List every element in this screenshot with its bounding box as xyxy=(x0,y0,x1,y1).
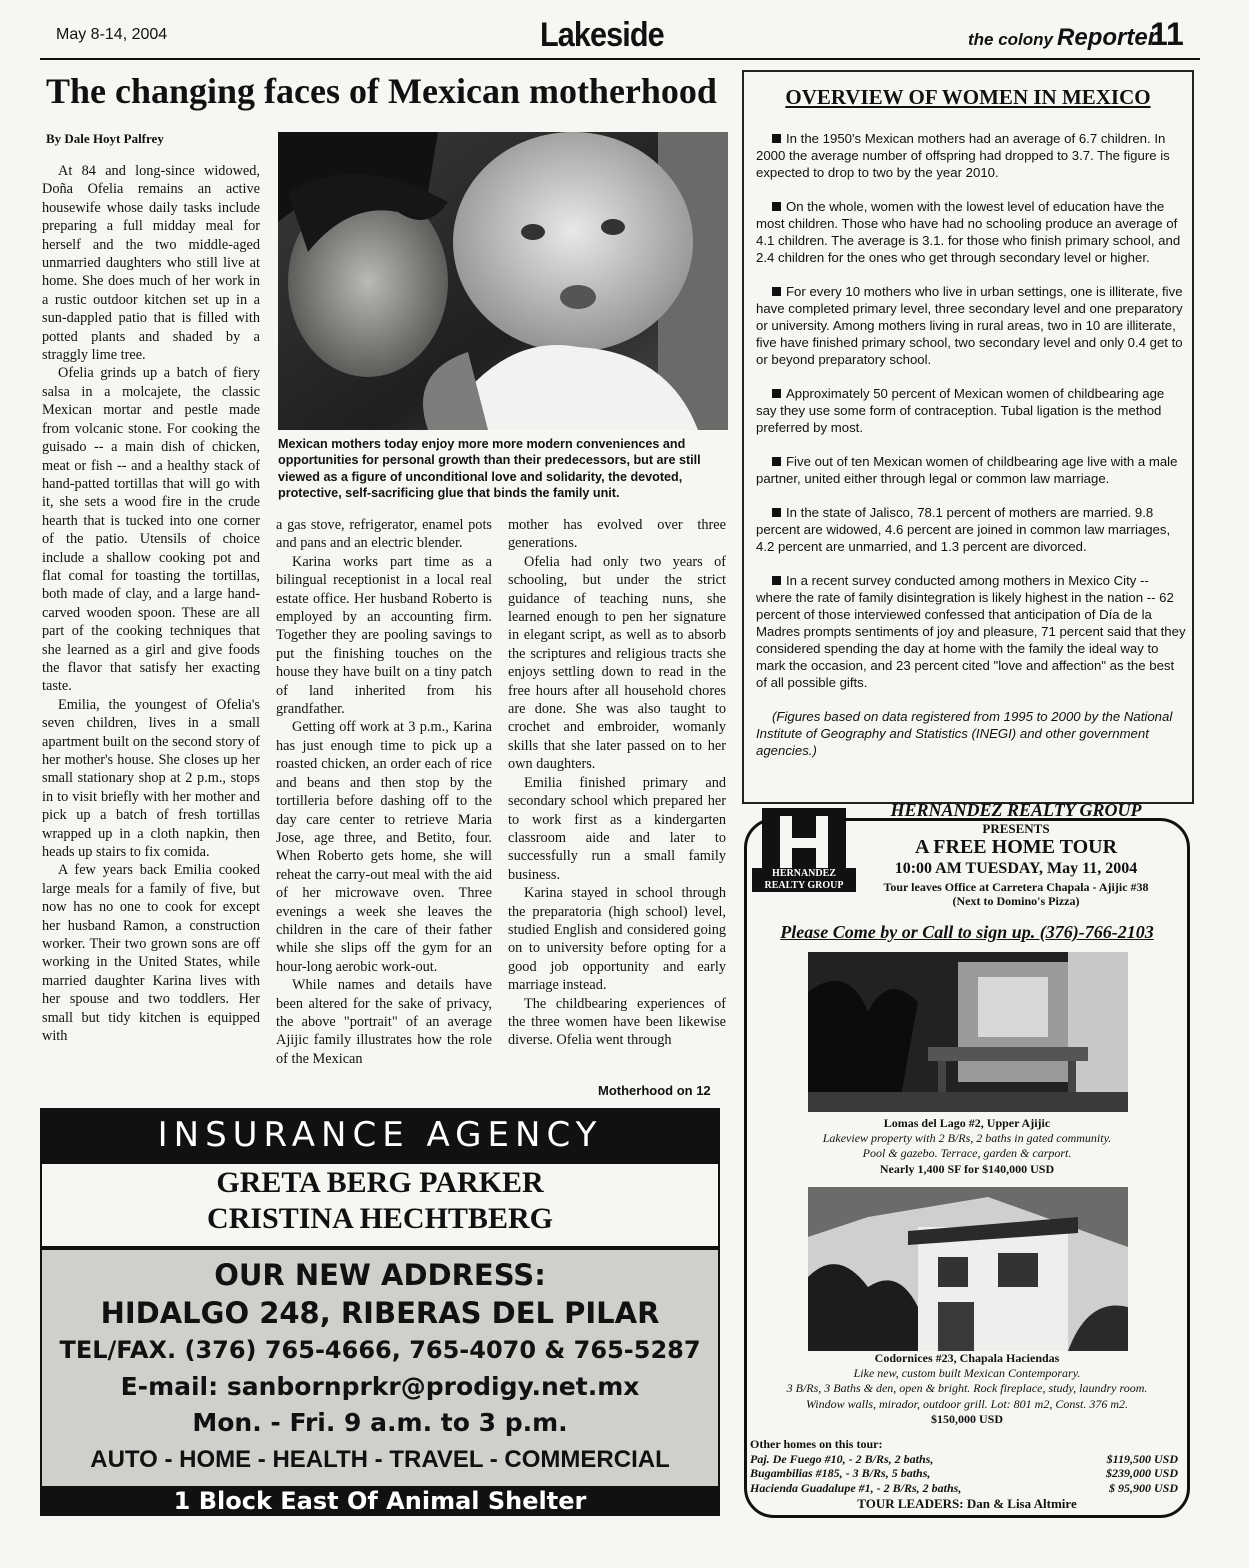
photo-caption: Mexican mothers today enjoy more more modern conveniences and opportunities for personal growth than their predecessors, but are still viewed as a figure of unconditional love and solidarity, the devoted, protective, self-sacrificing glue that binds the family unit. xyxy=(278,437,701,501)
insurance-location: 1 Block East Of Animal Shelter xyxy=(40,1486,720,1516)
article-headline: The changing faces of Mexican motherhood xyxy=(46,71,717,111)
realty-location-note: (Next to Domino's Pizza) xyxy=(952,894,1080,908)
listing-2-name: Codornices #23, Chapala Haciendas xyxy=(874,1351,1060,1365)
listing-2-desc: 3 B/Rs, 3 Baths & den, open & bright. Rock fireplace, study, laundry room. xyxy=(786,1381,1148,1396)
listing-2-desc: Like new, custom built Mexican Contemporary. xyxy=(853,1366,1081,1381)
paragraph: a gas stove, refrigerator, enamel pots and pans and an electric blender. xyxy=(276,517,492,552)
realty-company: HERNANDEZ REALTY GROUP xyxy=(890,800,1142,820)
agent-name: CRISTINA HECHTBERG xyxy=(207,1202,553,1235)
paragraph: At 84 and long-since widowed, Doña Ofelia remains an active housewife whose daily tasks include preparing a full midday meal for herself and the two middle-aged unmarried daughters who still live at home. She does much of her work in a rustic outdoor kitchen set up in a sun-dappled patio that is filled with potted plants and shaded by a straggly lime tree. xyxy=(42,163,260,364)
article-column-2 xyxy=(276,516,492,1102)
paragraph: Ofelia had only two years of schooling, but under the strict guidance of teaching nuns, she learned enough to pen her signature in elegant script, as well as to absorb the scriptures and religious tracts she enjoys settling down to read in the free hours after all household chores are done. She was also taught to crochet and embroider, womanly skills that she later passed on to her own daughters. xyxy=(508,553,726,773)
other-homes-table xyxy=(750,1452,1178,1496)
listing-2-desc: Window walls, mirador, outdoor grill. Lot: 801 m2, Const. 376 m2. xyxy=(805,1396,1129,1411)
paragraph: mother has evolved over three generations. xyxy=(508,517,726,552)
agent-name: GRETA BERG PARKER xyxy=(216,1166,544,1199)
paragraph: The childbearing experiences of the three women have been likewise diverse. Ofelia went through xyxy=(508,995,726,1049)
bullet-square-icon xyxy=(772,576,781,585)
listing-1-desc: Lakeview property with 2 B/Rs, 2 baths in gated community. xyxy=(822,1131,1112,1146)
logo-wordmark: HERNANDEZ REALTY GROUP xyxy=(752,868,856,892)
tour-leaders: TOUR LEADERS: Dan & Lisa Altmire xyxy=(857,1496,1077,1511)
listing-1-name: Lomas del Lago #2, Upper Ajijic xyxy=(883,1116,1051,1130)
listing-1-desc: Pool & gazebo. Terrace, garden & carport. xyxy=(862,1146,1072,1161)
overview-item: Approximately 50 percent of Mexican women of childbearing age say they use some form of contraception. Tubal ligation is the method preferred by most. xyxy=(756,386,1165,435)
insurance-phone: TEL/FAX. (376) 765-4666, 765-4070 & 765-5287 xyxy=(59,1336,701,1364)
paragraph: A few years back Emilia cooked large meals for a family of five, but now has no one to cook for except her husband Ramon, a construction worker. Their two grown sons are off working in the United States, while married daughter Karina lives with her spouse and two toddlers. Her small but tidy kitchen is equipped with xyxy=(42,862,260,1045)
mother-baby-photo xyxy=(278,132,728,430)
table-row: Bugambilias #185, - 3 B/Rs, 5 baths, $239,000 USD xyxy=(750,1466,1178,1480)
overview-item: In the 1950's Mexican mothers had an average of 6.7 children. In 2000 the average number of offspring had dropped to 3.7. The figure is expected to drop to two by the year 2010. xyxy=(756,131,1170,180)
header-rule xyxy=(40,58,1200,60)
article-column-3 xyxy=(508,516,726,1082)
issue-date: May 8-14, 2004 xyxy=(56,26,168,43)
bullet-square-icon xyxy=(772,457,781,466)
article-byline: By Dale Hoyt Palfrey xyxy=(46,131,164,146)
bullet-square-icon xyxy=(772,202,781,211)
page-number: 11 xyxy=(1150,16,1184,52)
listing-2-photo xyxy=(808,1187,1128,1351)
listing-1-price: Nearly 1,400 SF for $140,000 USD xyxy=(879,1161,1055,1176)
bullet-square-icon xyxy=(772,134,781,143)
insurance-lines: AUTO - HOME - HEALTH - TRAVEL - COMMERCIAL xyxy=(90,1446,670,1473)
publication-name xyxy=(968,24,1157,52)
listing-2-price: $150,000 USD xyxy=(930,1411,1003,1426)
paragraph: Ofelia grinds up a batch of fiery salsa in a molcajete, the classic Mexican mortar and pestle made from volcanic stone. For cooking the guisado -- a main dish of chicken, meat or fish -- and a healthy stack of hand-patted tortillas that will go with it, she sets a wood fire in the crude hearth that is tucked into one corner of the patio. Utensils of choice include a shallow cooking pot and flat comal for toasting the tortillas, both made of clay, and a large hand-carved wooden spoon. These are all part of the cooking techniques that she learned as a girl and give foods the flavor that satisfy her exacting taste. xyxy=(42,365,260,695)
insurance-ad-title: INSURANCE AGENCY xyxy=(40,1108,720,1162)
realty-event: A FREE HOME TOUR xyxy=(914,836,1118,858)
insurance-hours: Mon. - Fri. 9 a.m. to 3 p.m. xyxy=(192,1408,568,1437)
insurance-address: HIDALGO 248, RIBERAS DEL PILAR xyxy=(100,1296,660,1330)
article-column-1 xyxy=(42,162,260,1102)
paragraph: Emilia finished primary and secondary school which prepared her to work first as a kindergarten classroom aide and later to successfully run a small family business. xyxy=(508,774,726,883)
overview-item: For every 10 mothers who live in urban settings, one is illiterate, five have completed primary level, three secondary level and one preparatory or university. Among mothers living in rural areas, two in 10 are illiterate, five have finished primary school, two secondary level and only 0.4 get to or beyond preparatory school. xyxy=(756,284,1183,367)
realty-location: Tour leaves Office at Carretera Chapala - Ajijic #38 xyxy=(883,880,1149,894)
table-row: Hacienda Guadalupe #1, - 2 B/Rs, 2 baths, $ 95,900 USD xyxy=(750,1480,1178,1495)
overview-item: On the whole, women with the lowest level of education have the most children. Those who have had no schooling produce an average of 4.1 children. The average is 3.1. for those who finish primary school, and 2.4 children for the ones who get through secondary level or higher. xyxy=(756,199,1181,265)
table-row: Paj. De Fuego #10, - 2 B/Rs, 2 baths, $119,500 USD xyxy=(750,1451,1178,1466)
section-name: Lakeside xyxy=(540,16,664,54)
overview-source-note: (Figures based on data registered from 1995 to 2000 by the National Institute of Geography and Statistics (INEGI) and other government agencies.) xyxy=(756,709,1173,758)
paragraph: Karina stayed in school through the preparatoria (high school) level, studied English and considered going on to university before opting for a good job opportunity and early marriage instead. xyxy=(508,885,726,994)
paragraph: Karina works part time as a bilingual receptionist in a local real estate office. Her husband Roberto is employed by an accounting firm. Together they are pooling savings to put the finishing touches on the house they have built on a tiny patch of land inherited from his grandfather. xyxy=(276,553,492,718)
bullet-square-icon xyxy=(772,287,781,296)
continued-jump-line: Motherhood on 12 xyxy=(598,1083,711,1098)
paragraph: Emilia, the youngest of Ofelia's seven children, lives in a small apartment built on the second story of her mother's house. She closes up her small stationary shop at 2 p.m., stops in to visit briefly with her mother and pick up a batch of fresh tortillas wrapped up in a cloth napkin, then heads up stairs to fix comida. xyxy=(42,696,260,861)
address-label: OUR NEW ADDRESS: xyxy=(214,1258,546,1292)
overview-item: Five out of ten Mexican women of childbearing age live with a male partner, united either through legal or common law marriage. xyxy=(756,454,1178,486)
other-homes-title: Other homes on this tour: xyxy=(750,1437,883,1451)
listing-2-caption xyxy=(760,1351,1174,1427)
publication-prefix: the colony xyxy=(968,30,1054,49)
bullet-square-icon xyxy=(772,508,781,517)
other-homes xyxy=(750,1437,1178,1495)
overview-list xyxy=(756,130,1186,776)
overview-item: In a recent survey conducted among mothers in Mexico City -- where the rate of family disintegration is likely highest in the nation -- 62 percent of those interviewed confessed that anticipation of Día de la Madres prompts sentiments of joy and pleasure, 71 percent said that they considered spending the day at home with the family the ideal way to mark the occasion, and 23 percent cited "love and affection" as the best of all possible gifts. xyxy=(756,573,1186,690)
overview-item: In the state of Jalisco, 78.1 percent of mothers are married. 9.8 percent are widowed, 4.6 percent are joined in common law marriages, 4.2 percent are unmarried, and 1.3 percent are divorced. xyxy=(756,505,1171,554)
bullet-square-icon xyxy=(772,389,781,398)
paragraph: While names and details have been altered for the sake of privacy, the above "portrait" of an average Ajijic family illustrates how the role of the Mexican xyxy=(276,977,492,1067)
realty-call-to-action: Please Come by or Call to sign up. (376)-766-2103 xyxy=(780,922,1154,942)
listing-1-photo xyxy=(808,952,1128,1112)
paragraph: Getting off work at 3 p.m., Karina has just enough time to pick up a roasted chicken, an order each of rice and beans and then stop by the tortilleria before dashing off to the day care center to retrieve Maria Jose, age three, and Betito, four. When Roberto gets home, she will reheat the carry-out meal with the aid of her microwave oven. Three evenings a week she leaves the children in the care of their father while she slips off the gym for an hour-long aerobic work-out. xyxy=(276,719,492,975)
publication-title: Reporter xyxy=(1057,24,1158,51)
realty-presents: PRESENTS xyxy=(982,821,1050,836)
realty-when: 10:00 AM TUESDAY, May 11, 2004 xyxy=(894,860,1138,877)
listing-1-caption xyxy=(760,1116,1174,1177)
insurance-email: E-mail: sanbornprkr@prodigy.net.mx xyxy=(120,1372,640,1401)
overview-title: OVERVIEW OF WOMEN IN MEXICO xyxy=(785,85,1151,109)
